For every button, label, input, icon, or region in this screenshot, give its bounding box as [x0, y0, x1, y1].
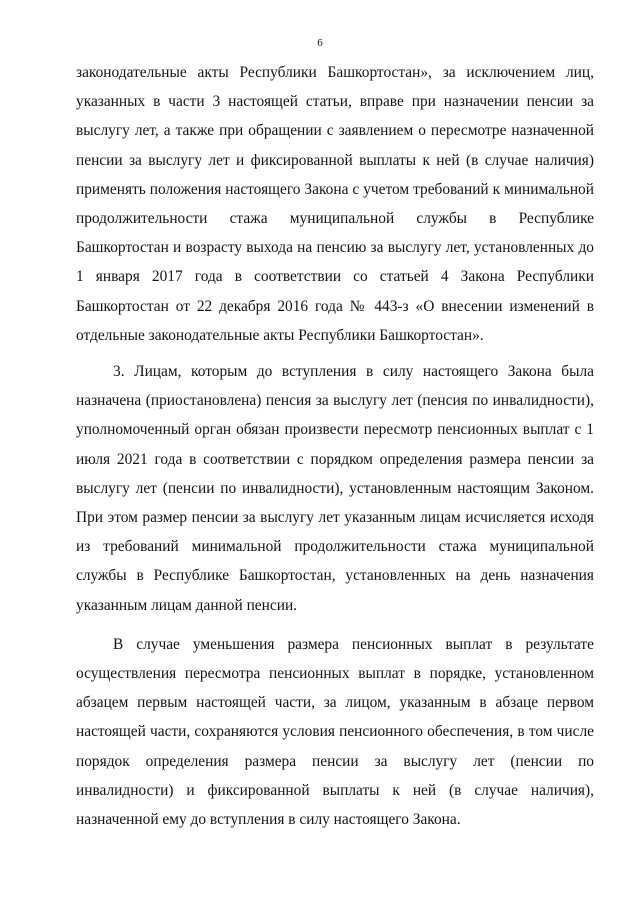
paragraph-reduction-case: В случае уменьшения размера пенсионных выплат в результате осуществления пересмотра пенсионных выплат в порядке, установленном абзацем первым настоящей части, за лицом, указанным в абзаце первом настоящей части, сохраняются условия пенсионного обеспечения, в том числе порядок определения размера пенсии за выслугу лет (пенсии по инвалидности) и фиксированной выплаты к ней (в случае наличия), назначенной ему до вступления в силу настоящего Закона.: [76, 635, 594, 829]
page-number: 6: [317, 37, 323, 49]
paragraph-continuation: законодательные акты Республики Башкортостан», за исключением лиц, указанных в части 3 настоящей статьи, вправе при назначении пенсии за выслугу лет, а также при обращении с заявлением о пересмотре назначенной пенсии за выслугу лет и фиксированной выплаты к ней (в случае наличия) применять положения настоящего Закона с учетом требований к минимальной продолжительности стажа муниципальной службы в Республике Башкортостан и возрасту выхода на пенсию за выслугу лет, установленных до 1 января 2017 года в соответствии со статьей 4 Закона Республики Башкортостан от 22 декабря 2016 года № 443-з «О внесении изменений в отдельные законодательные акты Республики Башкортостан».: [76, 64, 594, 344]
paragraph-item-3: 3. Лицам, которым до вступления в силу настоящего Закона была назначена (приостановлена) пенсия за выслугу лет (пенсия по инвалидности), уполномоченный орган обязан произвести пересмотр пенсионных выплат с 1 июля 2021 года в соответствии с порядком определения размера пенсии за выслугу лет (пенсии по инвалидности), установленным настоящим Законом. При этом размер пенсии за выслугу лет указанным лицам исчисляется исходя из требований минимальной продолжительности стажа муниципальной службы в Республике Башкортостан, установленных на день назначения указанным лицам данной пенсии.: [76, 363, 594, 614]
document-body: [76, 58, 594, 834]
